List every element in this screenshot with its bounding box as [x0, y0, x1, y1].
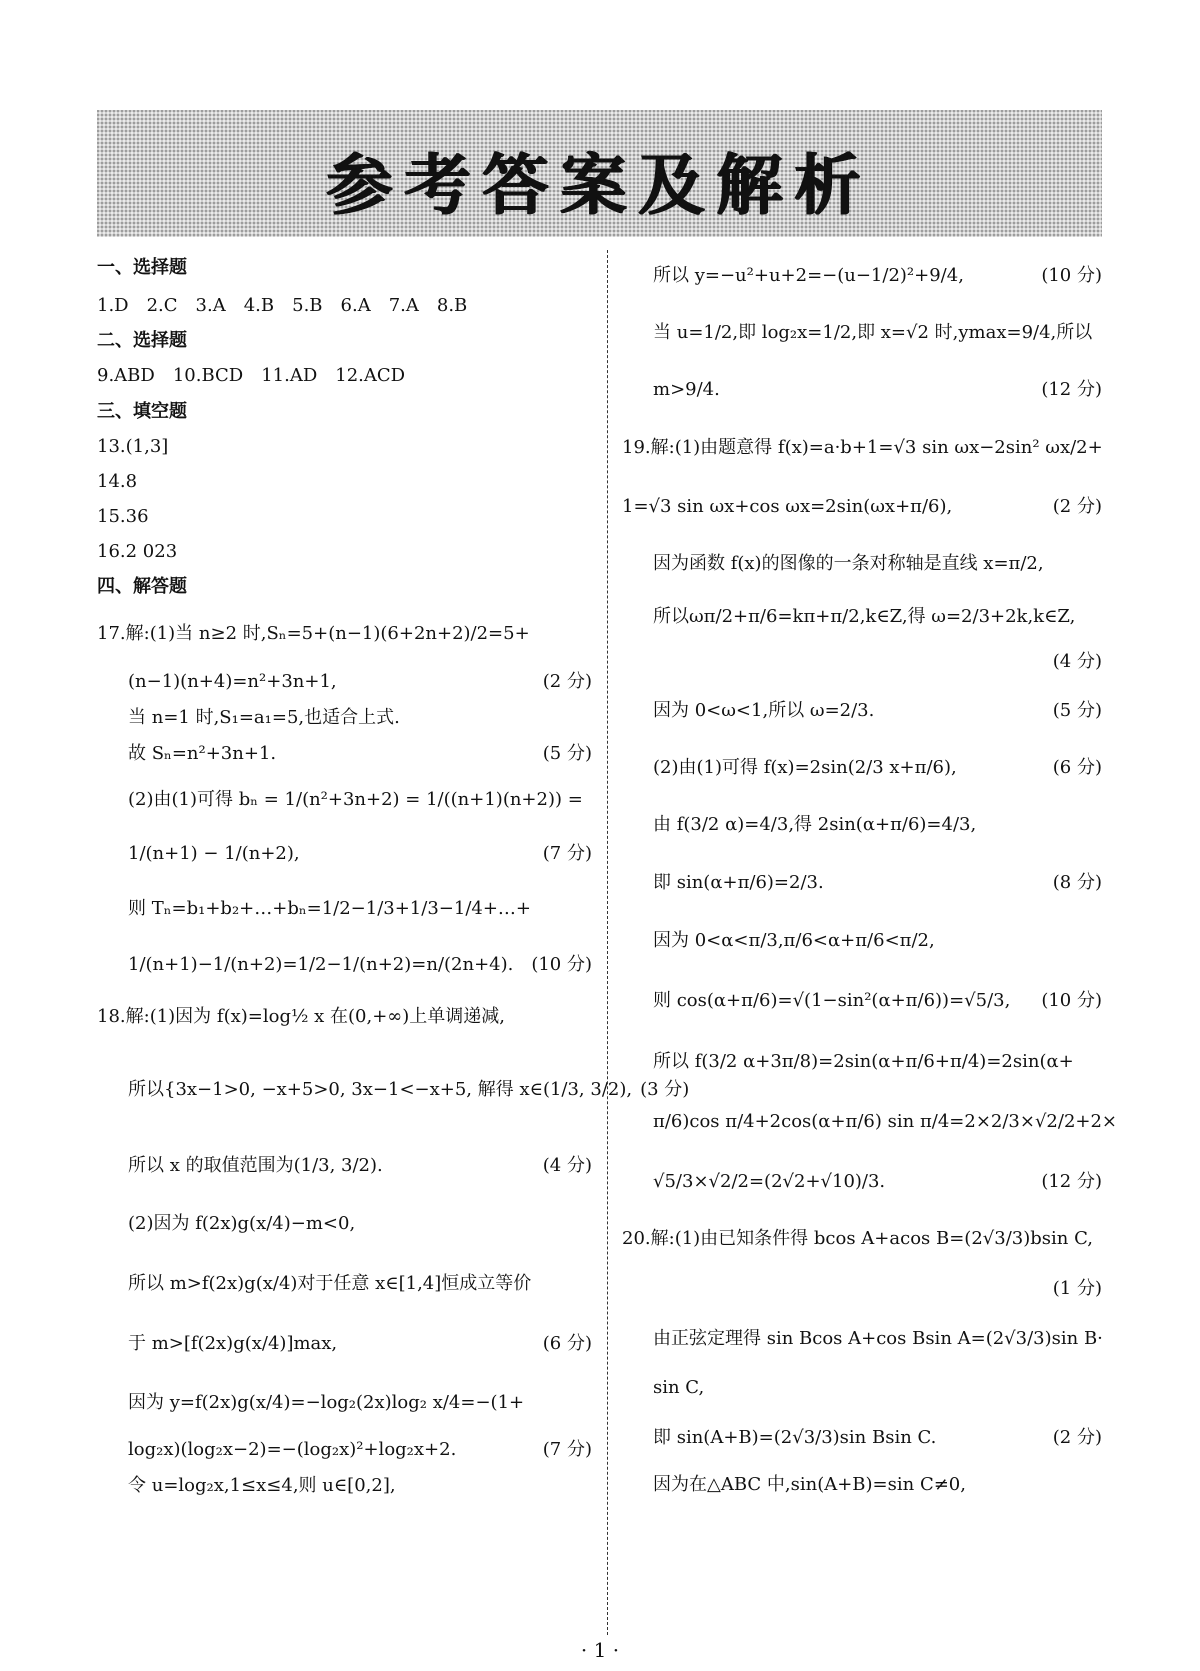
line-text: 所以ωπ/2+π/6=kπ+π/2,k∈Z,得 ω=2/3+2k,k∈Z, [653, 606, 1076, 628]
line-text: 于 m>[f(2x)g(x/4)]max, [128, 1333, 338, 1355]
score-note: (3 分) [640, 1079, 690, 1101]
score-note: (12 分) [1041, 1171, 1102, 1193]
line-text: (2)由(1)可得 bₙ = 1/(n²+3n+2) = 1/((n+1)(n+2)) = [128, 789, 583, 811]
text-line [622, 362, 1102, 418]
text-line [622, 418, 1102, 478]
score-note: (6 分) [1052, 757, 1102, 779]
line-text: 20.解:(1)由已知条件得 bcos A+acos B=(2√3/3)bsin C, [622, 1228, 1093, 1250]
score-note: (4 分) [1052, 651, 1102, 673]
text-line [97, 394, 592, 429]
line-text: 1.D 2.C 3.A 4.B 5.B 6.A 7.A 8.B [97, 294, 468, 316]
line-text: 即 sin(α+π/6)=2/3. [653, 872, 824, 894]
line-text: 13.(1,3] [97, 435, 169, 457]
line-text: 所以 m>f(2x)g(x/4)对于任意 x∈[1,4]恒成立等价 [128, 1273, 532, 1295]
text-line [622, 740, 1102, 796]
line-text: 由 f(3/2 α)=4/3,得 2sin(α+π/6)=4/3, [653, 814, 977, 836]
page-title: 参考答案及解析 [326, 147, 873, 224]
line-text: (2)由(1)可得 f(x)=2sin(2/3 x+π/6), [653, 757, 957, 779]
line-text: 15.36 [97, 505, 149, 527]
line-text: 14.8 [97, 470, 138, 492]
line-text: 9.ABD 10.BCD 11.AD 12.ACD [97, 365, 406, 387]
text-line [97, 1374, 592, 1432]
text-line [622, 854, 1102, 912]
text-line [97, 288, 592, 323]
line-text: 当 u=1/2,即 log₂x=1/2,即 x=√2 时,ymax=9/4,所以 [653, 322, 1093, 344]
score-note: (7 分) [542, 1439, 592, 1461]
text-line [97, 1138, 592, 1194]
text-line [97, 700, 592, 736]
text-line [97, 358, 592, 394]
line-text: 当 n=1 时,S₁=a₁=5,也适合上式. [128, 707, 400, 729]
score-note: (7 分) [542, 843, 592, 865]
text-line [622, 536, 1102, 592]
text-line [622, 1212, 1102, 1266]
line-text: 所以 x 的取值范围为(1/3, 3/2). [128, 1155, 383, 1177]
score-note: (2 分) [542, 671, 592, 693]
line-text: 因为 y=f(2x)g(x/4)=−log₂(2x)log₂ x/4=−(1+ [128, 1392, 525, 1414]
line-text: 故 Sₙ=n²+3n+1. [128, 743, 277, 765]
text-line [622, 682, 1102, 740]
line-text: 因为 0<ω<1,所以 ω=2/3. [653, 700, 875, 722]
line-text: 19.解:(1)由题意得 f(x)=a·b+1=√3 sin ωx−2sin² ωx/2+ [622, 437, 1103, 459]
text-line [97, 1042, 690, 1138]
score-note: (1 分) [1052, 1278, 1102, 1300]
score-note: (10 分) [1041, 990, 1102, 1012]
text-line [622, 642, 1102, 682]
text-line [97, 1194, 592, 1254]
text-line [622, 1410, 1102, 1466]
text-line [97, 772, 592, 828]
score-note: (2 分) [1052, 1427, 1102, 1449]
score-note: (6 分) [542, 1333, 592, 1355]
line-text: 1/(n+1)−1/(n+2)=1/2−1/(n+2)=n/(2n+4). [128, 954, 514, 976]
score-note: (8 分) [1052, 872, 1102, 894]
text-line [97, 429, 592, 464]
text-line [622, 478, 1102, 536]
score-note: (10 分) [1041, 265, 1102, 287]
text-line [97, 1468, 592, 1504]
text-line [97, 736, 592, 772]
score-note: (12 分) [1041, 379, 1102, 401]
text-line [97, 248, 592, 288]
text-line [622, 970, 1102, 1032]
page-number: · 1 · [580, 1638, 620, 1662]
line-text: 由正弦定理得 sin Bcos A+cos Bsin A=(2√3/3)sin B· [653, 1328, 1103, 1350]
text-line [622, 1366, 1102, 1410]
line-text: 17.解:(1)当 n≥2 时,Sₙ=5+(n−1)(6+2n+2)/2=5+ [97, 623, 530, 645]
text-line [622, 248, 1102, 304]
line-text: 16.2 023 [97, 541, 178, 563]
section-heading: 二、选择题 [97, 329, 187, 351]
text-line [97, 534, 592, 570]
section-heading: 一、选择题 [97, 257, 187, 279]
text-line [97, 499, 592, 534]
text-line [97, 323, 592, 358]
text-line [97, 570, 592, 604]
column-divider [607, 250, 608, 1635]
line-text: 因为函数 f(x)的图像的一条对称轴是直线 x=π/2, [653, 553, 1044, 575]
text-line [97, 938, 592, 992]
text-line [97, 1432, 592, 1468]
line-text: π/6)cos π/4+2cos(α+π/6) sin π/4=2×2/3×√2/2+2× [653, 1111, 1118, 1133]
line-text: 因为 0<α<π/3,π/6<α+π/6<π/2, [653, 930, 935, 952]
line-text: √5/3×√2/2=(2√2+√10)/3. [653, 1171, 886, 1193]
text-line [622, 1466, 1102, 1504]
line-text: log₂x)(log₂x−2)=−(log₂x)²+log₂x+2. [128, 1439, 457, 1461]
text-line [622, 1266, 1102, 1312]
line-text: 所以 y=−u²+u+2=−(u−1/2)²+9/4, [653, 265, 964, 287]
line-text: 所以{3x−1>0, −x+5>0, 3x−1<−x+5, 解得 x∈(1/3, 3/2), [128, 1079, 633, 1101]
text-line [97, 880, 592, 938]
text-line [97, 992, 592, 1042]
text-line [97, 664, 592, 700]
line-text: 则 Tₙ=b₁+b₂+…+bₙ=1/2−1/3+1/3−1/4+…+ [128, 898, 531, 920]
text-line [622, 304, 1102, 362]
text-line [622, 1032, 1102, 1092]
score-note: (5 分) [1052, 700, 1102, 722]
right-column [622, 248, 1118, 1504]
score-note: (4 分) [542, 1155, 592, 1177]
title-banner [97, 110, 1102, 237]
text-line [622, 1152, 1102, 1212]
line-text: sin C, [653, 1377, 705, 1399]
line-text: 因为在△ABC 中,sin(A+B)=sin C≠0, [653, 1474, 966, 1496]
line-text: 1/(n+1) − 1/(n+2), [128, 843, 300, 865]
text-line [97, 604, 592, 664]
text-line [622, 796, 1102, 854]
text-line [622, 1312, 1102, 1366]
text-line [622, 1092, 1118, 1152]
line-text: 令 u=log₂x,1≤x≤4,则 u∈[0,2], [128, 1475, 396, 1497]
text-line [622, 592, 1102, 642]
section-heading: 三、填空题 [97, 400, 187, 422]
line-text: (n−1)(n+4)=n²+3n+1, [128, 671, 337, 693]
line-text: 即 sin(A+B)=(2√3/3)sin Bsin C. [653, 1427, 937, 1449]
section-heading: 四、解答题 [97, 576, 187, 598]
score-note: (5 分) [542, 743, 592, 765]
text-line [97, 464, 592, 499]
line-text: (2)因为 f(2x)g(x/4)−m<0, [128, 1213, 356, 1235]
line-text: 则 cos(α+π/6)=√(1−sin²(α+π/6))=√5/3, [653, 990, 1011, 1012]
score-note: (10 分) [531, 954, 592, 976]
text-line [97, 828, 592, 880]
line-text: m>9/4. [653, 379, 720, 401]
text-line [622, 912, 1102, 970]
text-line [97, 1314, 592, 1374]
line-text: 18.解:(1)因为 f(x)=log½ x 在(0,+∞)上单调递减, [97, 1006, 506, 1028]
text-line [97, 1254, 592, 1314]
score-note: (2 分) [1052, 496, 1102, 518]
line-text: 所以 f(3/2 α+3π/8)=2sin(α+π/6+π/4)=2sin(α+ [653, 1051, 1074, 1073]
line-text: 1=√3 sin ωx+cos ωx=2sin(ωx+π/6), [622, 496, 953, 518]
